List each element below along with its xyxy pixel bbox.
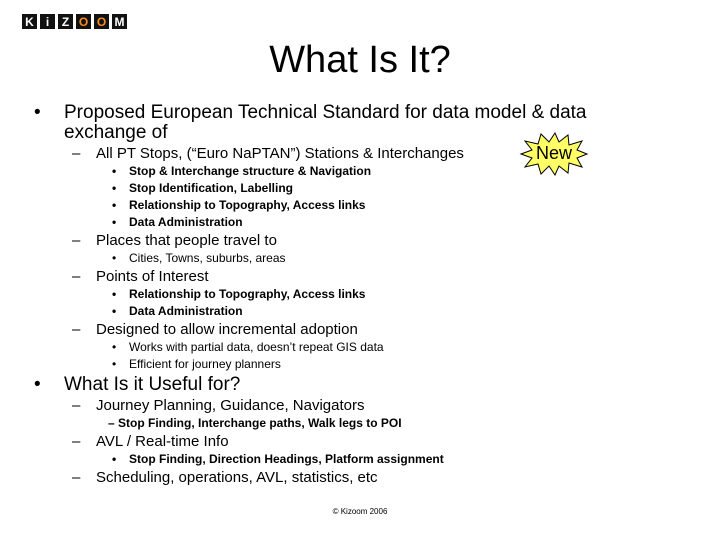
bullet-text: exchange of <box>64 122 168 143</box>
list-item-text: Stop & Interchange structure & Navigation <box>129 164 372 178</box>
bullet-marker: • <box>112 181 117 195</box>
bullet-marker: • <box>112 251 117 265</box>
bullet-marker: • <box>112 357 117 371</box>
list-item-text: Efficient for journey planners <box>129 357 281 371</box>
list-item-text: Data Administration <box>129 304 243 318</box>
sub-bullet-text: All PT Stops, (“Euro NaPTAN”) Stations & Interchanges <box>96 145 464 162</box>
logo-letter: O <box>76 14 91 29</box>
sub-bullet-text: Places that people travel to <box>96 232 277 249</box>
bullet-marker: • <box>34 374 41 395</box>
slide-title: What Is It? <box>269 39 451 81</box>
copyright-footer: © Kizoom 2006 <box>332 507 388 516</box>
logo-letter: Z <box>58 14 73 29</box>
sub-bullet-text: AVL / Real-time Info <box>96 433 229 450</box>
dash-marker: – <box>72 145 81 162</box>
list-item-text: Stop Identification, Labelling <box>129 181 293 195</box>
sub-bullet-text: Scheduling, operations, AVL, statistics, etc <box>96 469 378 486</box>
sub-bullet-text: Points of Interest <box>96 268 209 285</box>
sub-bullet-text: Designed to allow incremental adoption <box>96 321 358 338</box>
logo-letter: i <box>40 14 55 29</box>
sub-bullet-text: Journey Planning, Guidance, Navigators <box>96 397 365 414</box>
bullet-text: Proposed European Technical Standard for data model & data <box>64 102 587 123</box>
dash-marker: – <box>72 397 81 414</box>
bullet-marker: • <box>112 340 117 354</box>
bullet-marker: • <box>112 304 117 318</box>
dash-marker: – <box>72 321 81 338</box>
bullet-marker: • <box>112 287 117 301</box>
dash-marker: – <box>72 433 81 450</box>
dash-marker: – <box>72 469 81 486</box>
list-item-text: Cities, Towns, suburbs, areas <box>129 251 286 265</box>
list-item-text: Works with partial data, doesn’t repeat GIS data <box>129 340 384 354</box>
new-badge <box>519 132 589 176</box>
logo-letter: K <box>22 14 37 29</box>
kizoom-logo <box>22 14 127 29</box>
list-item-text: Relationship to Topography, Access links <box>129 287 366 301</box>
new-badge-label: New <box>535 143 572 163</box>
dash-marker: – <box>72 232 81 249</box>
bullet-marker: • <box>34 102 41 123</box>
bullet-marker: • <box>112 452 117 466</box>
list-item-text: Relationship to Topography, Access links <box>129 198 366 212</box>
logo-letter: M <box>112 14 127 29</box>
bullet-text: What Is it Useful for? <box>64 374 241 395</box>
dash-marker: – <box>72 268 81 285</box>
bullet-marker: • <box>112 198 117 212</box>
list-item-text: – Stop Finding, Interchange paths, Walk legs to POI <box>108 416 402 430</box>
list-item-text: Data Administration <box>129 215 243 229</box>
bullet-marker: • <box>112 164 117 178</box>
bullet-marker: • <box>112 215 117 229</box>
logo-letter: O <box>94 14 109 29</box>
list-item-text: Stop Finding, Direction Headings, Platform assignment <box>129 452 444 466</box>
